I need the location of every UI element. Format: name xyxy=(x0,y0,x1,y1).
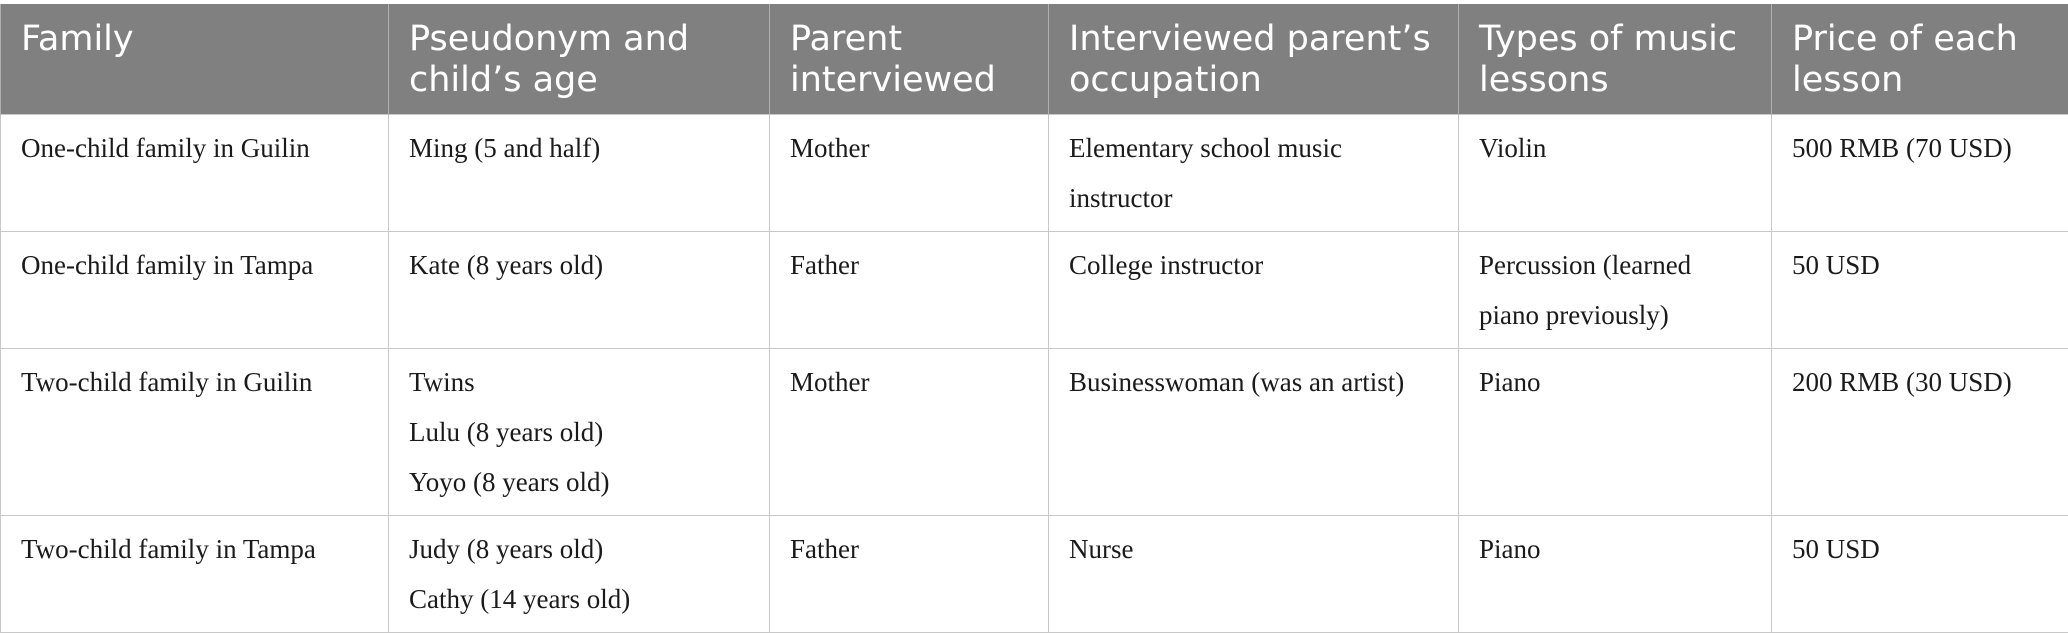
header-lesson-types: Types of music lessons xyxy=(1459,4,1772,115)
table-row xyxy=(1,516,2068,633)
child-entry: Kate (8 years old) xyxy=(409,240,749,290)
cell-price: 500 RMB (70 USD) xyxy=(1772,115,2068,232)
child-entry: Lulu (8 years old) xyxy=(409,407,749,457)
child-entry: Ming (5 and half) xyxy=(409,123,749,173)
cell-occupation: Elementary school music instructor xyxy=(1049,115,1459,232)
cell-lessons: Piano xyxy=(1459,516,1772,633)
cell-family: One-child family in Guilin xyxy=(1,115,389,232)
cell-occupation: College instructor xyxy=(1049,232,1459,349)
table-body xyxy=(1,115,2068,633)
cell-children xyxy=(389,516,770,633)
child-entry: Yoyo (8 years old) xyxy=(409,457,749,507)
header-lesson-price: Price of each lesson xyxy=(1772,4,2068,115)
child-entry: Judy (8 years old) xyxy=(409,524,749,574)
header-pseudonym-age: Pseudonym and child’s age xyxy=(389,4,770,115)
cell-lessons: Violin xyxy=(1459,115,1772,232)
table-row xyxy=(1,232,2068,349)
child-entry: Twins xyxy=(409,357,749,407)
cell-occupation: Businesswoman (was an artist) xyxy=(1049,349,1459,516)
cell-children xyxy=(389,349,770,516)
cell-children xyxy=(389,115,770,232)
cell-family: One-child family in Tampa xyxy=(1,232,389,349)
cell-occupation: Nurse xyxy=(1049,516,1459,633)
cell-parent: Mother xyxy=(770,349,1049,516)
data-table-container xyxy=(0,4,2068,633)
cell-lessons: Piano xyxy=(1459,349,1772,516)
cell-parent: Father xyxy=(770,232,1049,349)
cell-price: 200 RMB (30 USD) xyxy=(1772,349,2068,516)
cell-parent: Father xyxy=(770,516,1049,633)
cell-children xyxy=(389,232,770,349)
header-family: Family xyxy=(1,4,389,115)
family-music-lessons-table xyxy=(0,4,2068,633)
child-entry: Cathy (14 years old) xyxy=(409,574,749,624)
cell-lessons: Percussion (learned piano previously) xyxy=(1459,232,1772,349)
header-row xyxy=(1,4,2068,115)
cell-family: Two-child family in Guilin xyxy=(1,349,389,516)
cell-parent: Mother xyxy=(770,115,1049,232)
header-parent-interviewed: Parent interviewed xyxy=(770,4,1049,115)
cell-price: 50 USD xyxy=(1772,516,2068,633)
header-parent-occupation: Interviewed parent’s occupation xyxy=(1049,4,1459,115)
cell-family: Two-child family in Tampa xyxy=(1,516,389,633)
table-row xyxy=(1,349,2068,516)
cell-price: 50 USD xyxy=(1772,232,2068,349)
table-row xyxy=(1,115,2068,232)
table-header xyxy=(1,4,2068,115)
